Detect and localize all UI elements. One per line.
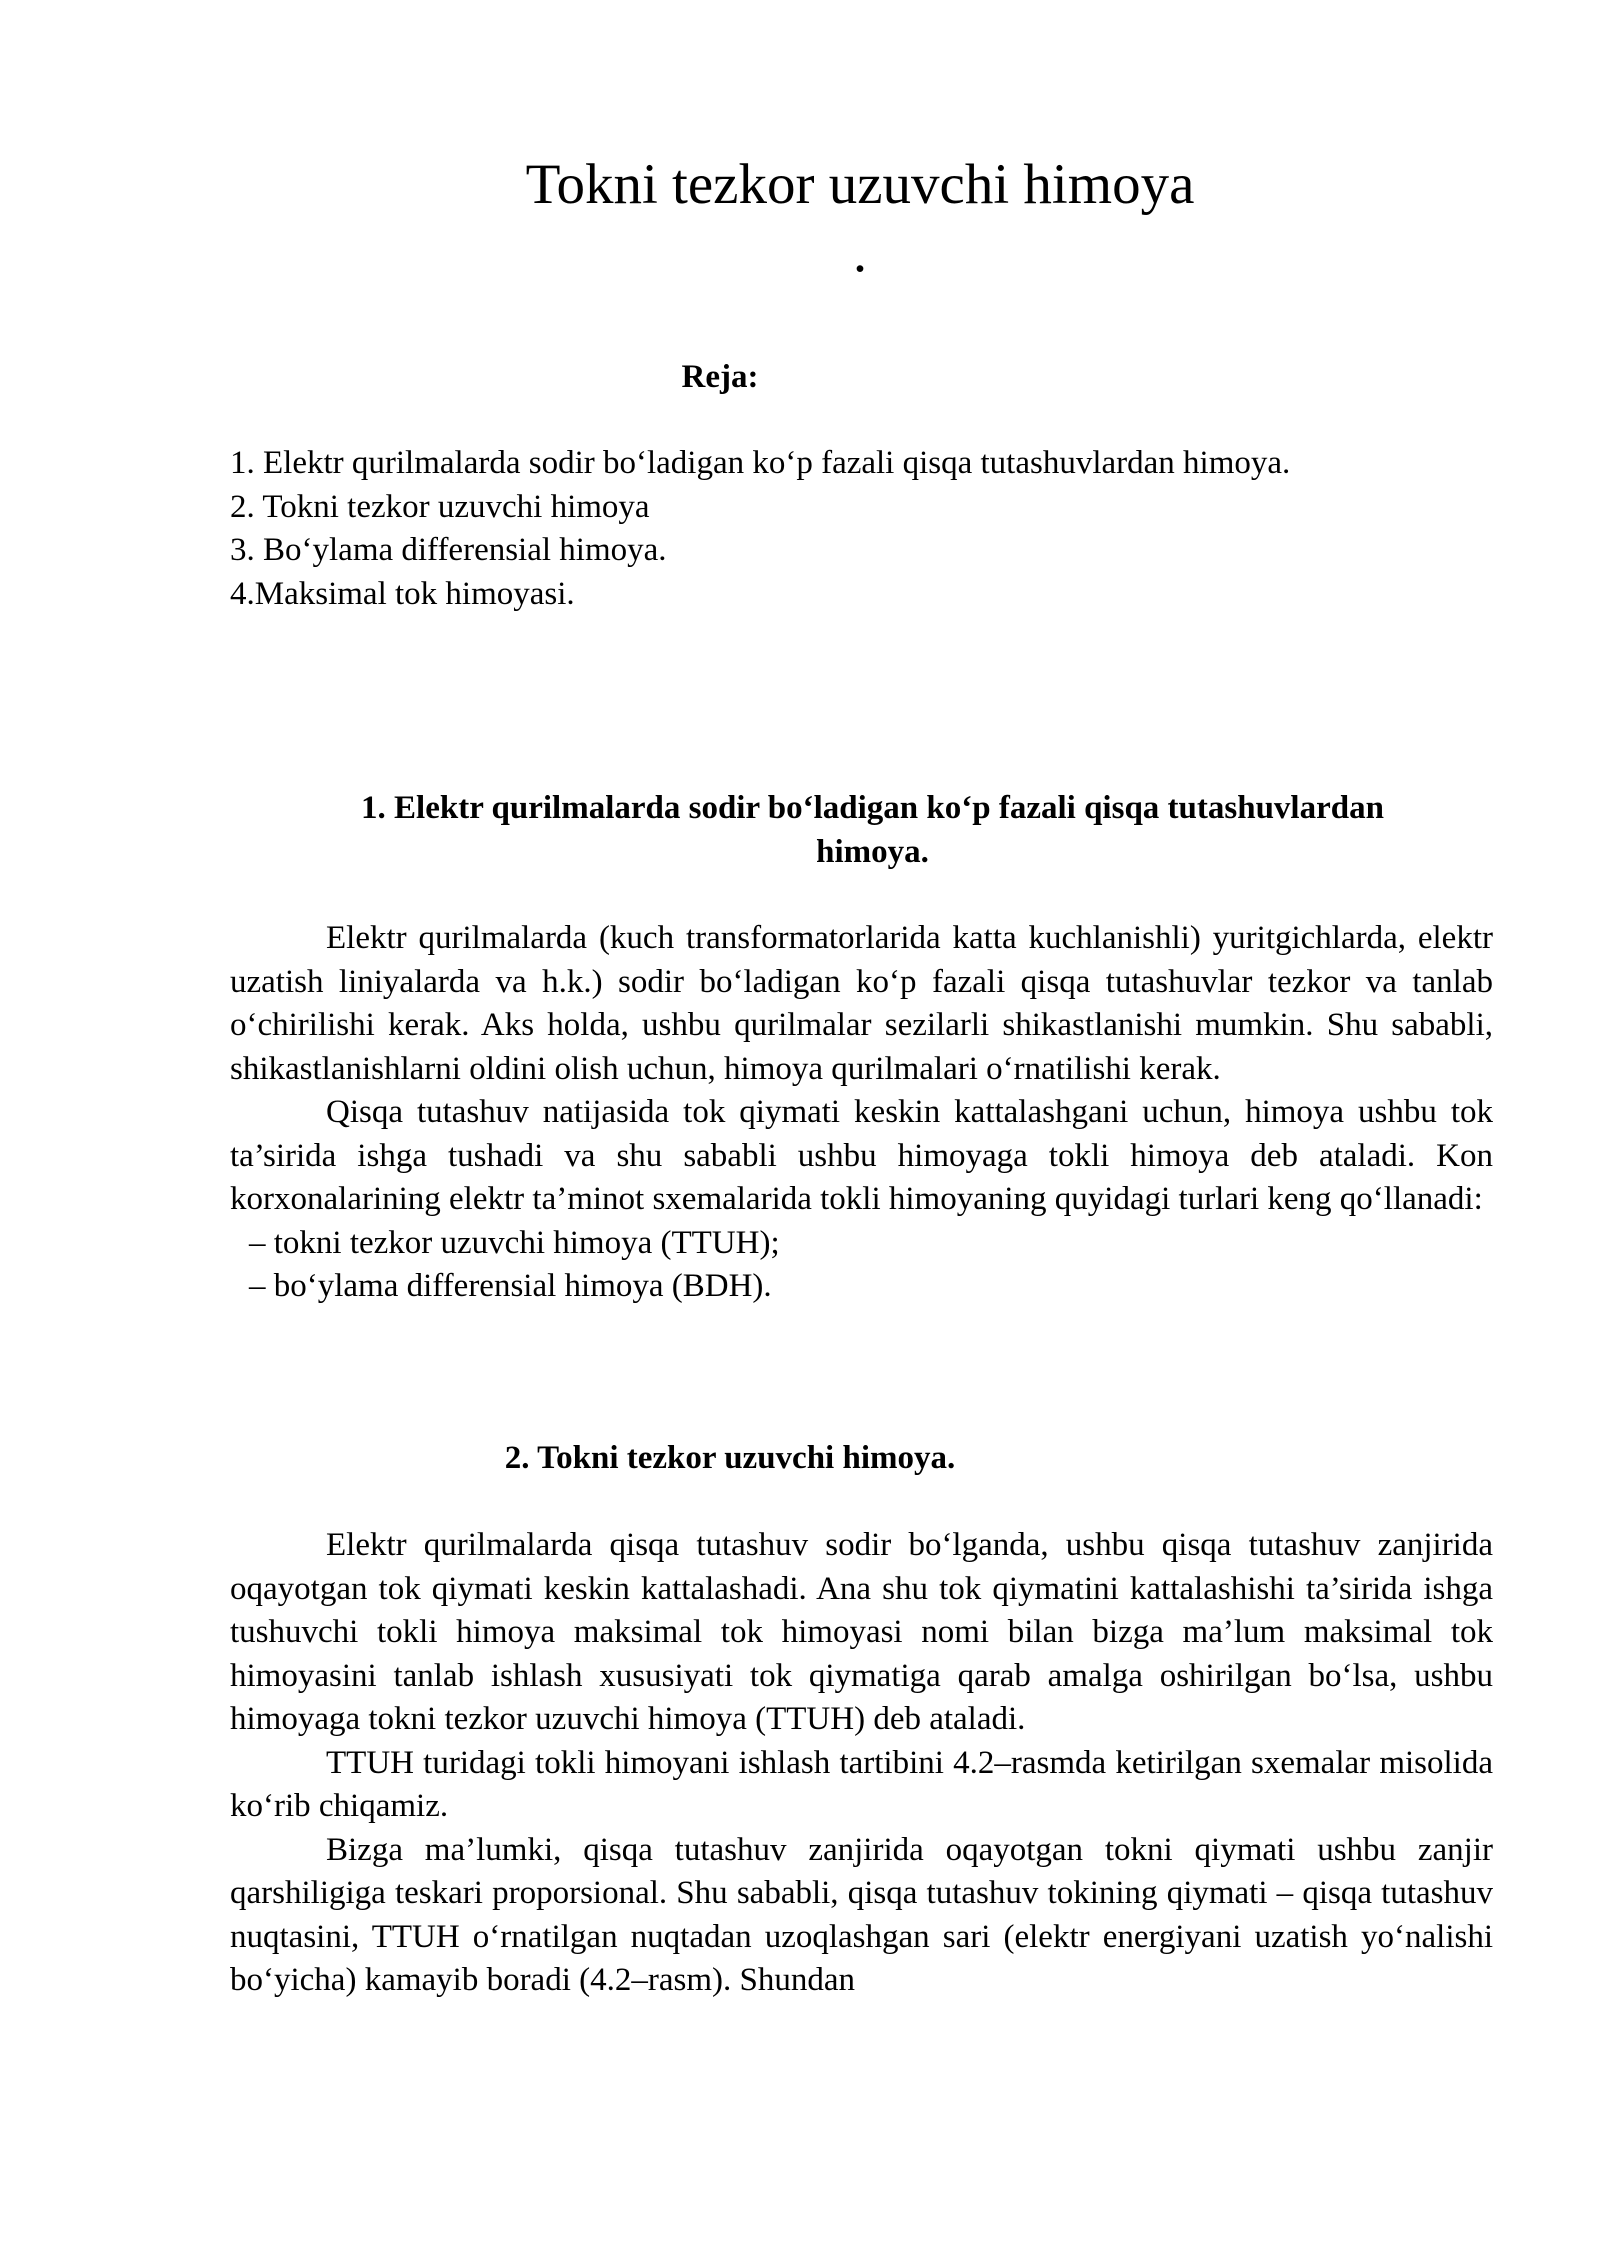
document-title: Tokni tezkor uzuvchi himoya [525, 153, 1195, 216]
plan-item: 4.Maksimal tok himoyasi. [230, 575, 575, 612]
section1-paragraph: Qisqa tutashuv natijasida tok qiymati keskin kattalashgani uchun, himoya ushbu tok ta’sirida ishga tushadi va shu sababli ushbu himoyaga tokli himoya deb ataladi. Kon korxonalarining elektr ta’minot sxemalarida tokli himoyaning quyidagi turlari keng qo‘llanadi: [230, 1094, 1493, 1217]
section1-paragraph: Elektr qurilmalarda (kuch transformatorlarida katta kuchlanishli) yuritgichlarda, elektr uzatish liniyalarda va h.k.) sodir bo‘ladigan ko‘p fazali qisqa tutashuvlar tezkor va tanlab o‘chirilishi kerak. Aks holda, ushbu qurilmalar sezilarli shikastlanishi mumkin. Shu sababli, shikastlanishlarni oldini olish uchun, himoya qurilmalari o‘rnatilishi kerak. [230, 920, 1493, 1087]
section2-body [230, 1524, 1493, 2003]
section1-dash-list [230, 1222, 1493, 1309]
section2-paragraph: Bizga ma’lumki, qisqa tutashuv zanjirida oqayotgan tokni qiymati ushbu zanjir qarshiligiga teskari proporsional. Shu sababli, qisqa tutashuv tokining qiymati – qisqa tutashuv nuqtasini, TTUH o‘rnatilgan nuqtadan uzoqlashgan sari (elektr energiyani uzatish yo‘nalishi bo‘yicha) kamayib boradi (4.2–rasm). Shundan [230, 1831, 1493, 1998]
plan-list [230, 442, 1530, 616]
plan-item: 2. Tokni tezkor uzuvchi himoya [230, 488, 650, 525]
section1-heading-line2: himoya. [816, 834, 929, 870]
dash-list-item: – bo‘ylama differensial himoya (BDH). [249, 1268, 772, 1304]
section1-heading-line1: 1. Elektr qurilmalarda sodir bo‘ladigan ko‘p fazali qisqa tutashuvlardan [361, 790, 1384, 826]
plan-item: 1. Elektr qurilmalarda sodir bo‘ladigan ko‘p fazali qisqa tutashuvlardan himoya. [230, 445, 1291, 481]
plan-item: 3. Bo‘ylama differensial himoya. [230, 532, 667, 568]
section1-body [230, 917, 1493, 1309]
title-dot: . [852, 221, 868, 284]
section1-heading [230, 786, 1515, 874]
section2-paragraph: Elektr qurilmalarda qisqa tutashuv sodir bo‘lganda, ushbu qisqa tutashuv zanjirida oqayotgan tok qiymati keskin kattalashadi. Ana shu tok qiymatini kattalashishi ta’sirida ishga tushuvchi tokli himoya maksimal tok himoyasi nomi bilan bizga ma’lum maksimal tok himoyasini tanlab ishlash xususiyati tok qiymatiga qarab amalga oshirilgan bo‘lsa, ushbu himoyaga tokni tezkor uzuvchi himoya (TTUH) deb ataladi. [230, 1527, 1493, 1737]
section2-heading: 2. Tokni tezkor uzuvchi himoya. [504, 1440, 956, 1476]
plan-heading: Reja: [681, 359, 759, 395]
dash-list-item: – tokni tezkor uzuvchi himoya (TTUH); [249, 1224, 780, 1261]
section2-paragraph: TTUH turidagi tokli himoyani ishlash tartibini 4.2–rasmda ketirilgan sxemalar misolida ko‘rib chiqamiz. [230, 1744, 1493, 1824]
